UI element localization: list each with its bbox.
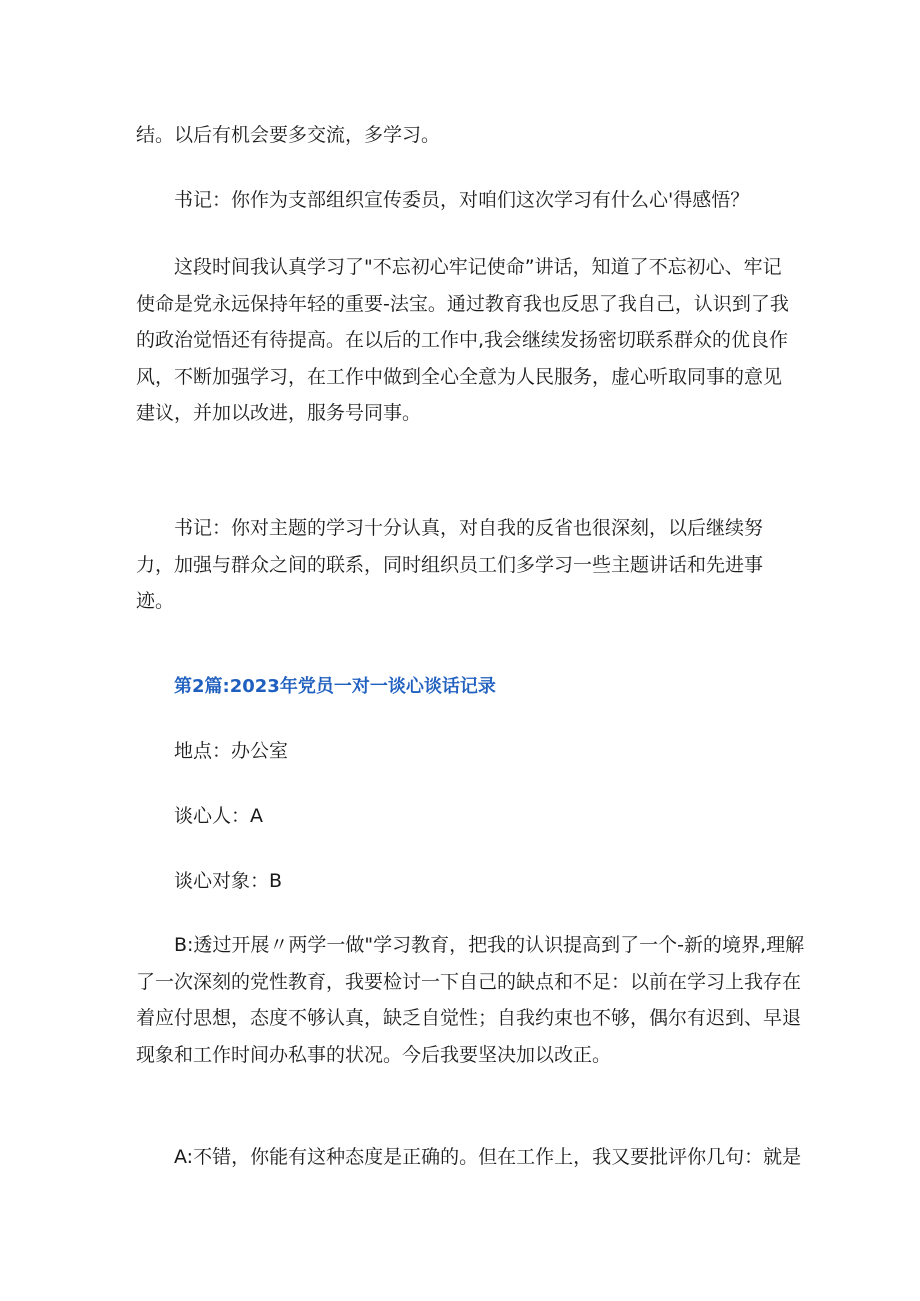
text-line: 迹。 [136,590,175,612]
text-line: B:透过开展〃两学一做"学习教育，把我的认识提高到了一个-新的境界,理解 [174,934,805,956]
meta-location: 地点：办公室 [174,740,289,762]
text-line: 使命是党永远保持年轻的重要-法宝。通过教育我也反思了我自己，认识到了我 [136,292,789,315]
paragraph-b-statement [136,927,805,1073]
text-line: 建议，并加以改进，服务号同事。 [136,402,422,424]
paragraph-member-answer [136,249,789,432]
text-line: A:不错，你能有这种态度是正确的。但在工作上，我又要批评你几句：就是 [174,1146,802,1168]
text-line: 了一次深刻的党性教育，我要检讨一下自己的缺点和不足：以前在学习上我存在 [136,970,802,993]
text-line: 书记：你作为支部组织宣传委员，对咱们这次学习有什么心'得感悟？ [174,189,750,211]
paragraph-closing-line [136,117,786,154]
text-line: 这段时间我认真学习了"不忘初心牢记使命”讲话，知道了不忘初心、牢记 [174,256,782,278]
text-line: 力，加强与群众之间的联系，同时组织员工们多学习一些主题讲话和先进事 [136,553,764,576]
text-line: 风，不断加强学习，在工作中做到全心全意为人民服务，虚心听取同事的意见 [136,365,783,388]
section-heading: 第2篇:2023年党员一对一谈心谈话记录 [174,676,496,697]
meta-target: 谈心对象：B [174,870,283,892]
text-line: 结。以后有机会要多交流，多学习。 [136,124,441,146]
text-line: 书记：你对主题的学习十分认真，对自我的反省也很深刻，以后继续努 [174,517,764,539]
text-line: 现象和工作时间办私事的状况。今后我要坚决加以改正。 [136,1043,612,1066]
paragraph-a-response [136,1139,802,1176]
text-line: 的政治觉悟还有待提高。在以后的工作中,我会继续发扬密切联系群众的优良作 [136,329,789,351]
paragraph-secretary-question [136,182,786,219]
paragraph-secretary-comment [136,510,786,620]
text-line: 着应付思想，态度不够认真，缺乏自觉性；自我约束也不够，偶尔有迟到、早退 [136,1007,802,1029]
meta-speaker: 谈心人：A [174,805,263,827]
